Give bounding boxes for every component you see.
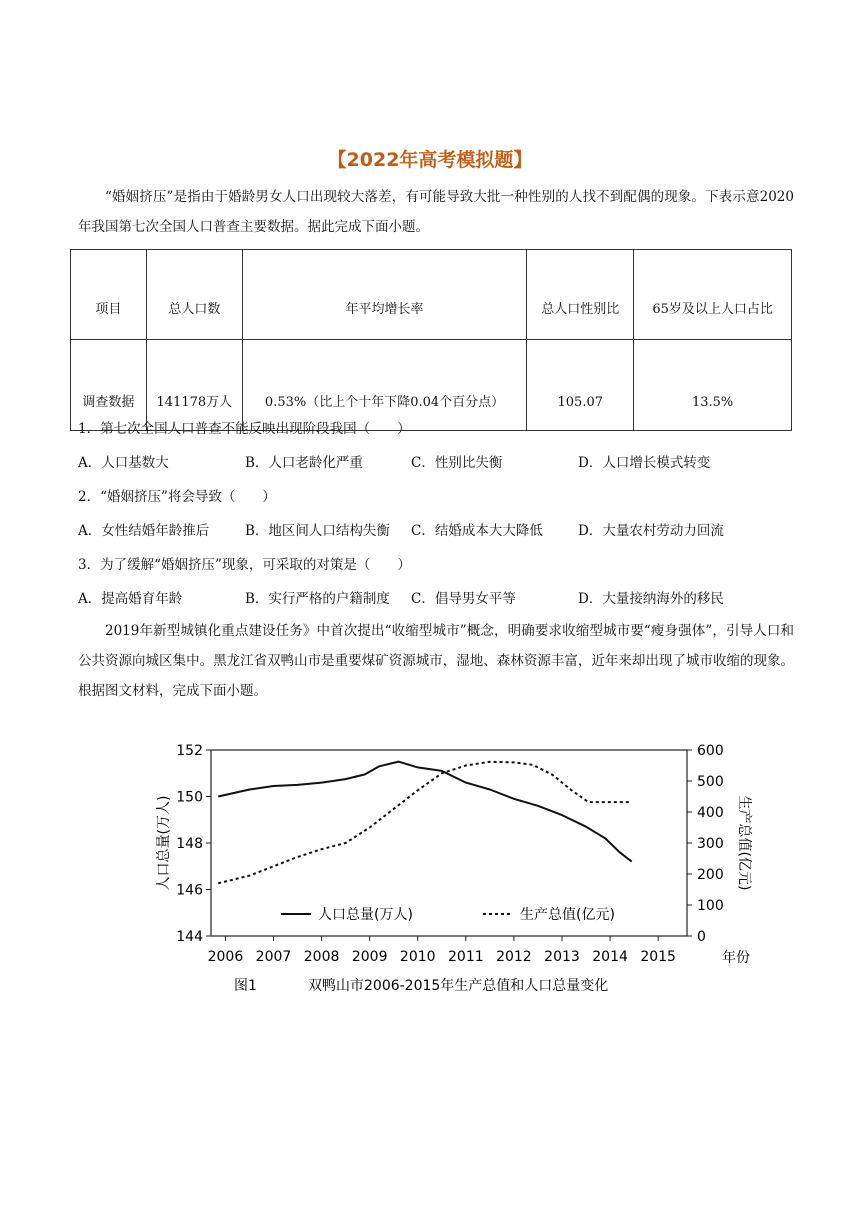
option-c[interactable]: C．结婚成本大大降低 xyxy=(411,523,543,539)
x-tick-label: 2006 xyxy=(207,949,244,965)
y-left-tick-label: 148 xyxy=(176,836,203,852)
question-1-stem: 1．第七次全国人口普查不能反映出现阶段我国（ ） xyxy=(78,421,411,437)
option-b[interactable]: B．实行严格的户籍制度 xyxy=(245,591,390,607)
option-c[interactable]: C．倡导男女平等 xyxy=(411,591,516,607)
y-left-tick-label: 150 xyxy=(176,789,203,806)
option-a[interactable]: A．女性结婚年龄推后 xyxy=(78,523,210,539)
y-right-tick-label: 0 xyxy=(697,929,706,945)
option-b[interactable]: B．人口老龄化严重 xyxy=(245,455,363,471)
population-gdp-chart xyxy=(140,735,780,1000)
x-tick-label: 2011 xyxy=(448,949,484,965)
option-d[interactable]: D．大量接纳海外的移民 xyxy=(578,591,724,607)
y-right-tick-label: 100 xyxy=(697,898,724,914)
y-left-tick-label: 152 xyxy=(176,743,203,759)
y-left-tick-label: 144 xyxy=(176,929,203,945)
table-header-row xyxy=(71,250,792,340)
table-header-cell: 总人口性别比 xyxy=(527,250,634,340)
x-tick-label: 2013 xyxy=(544,949,580,965)
x-tick-label: 2008 xyxy=(303,949,340,965)
table-cell: 105.07 xyxy=(527,340,634,431)
table-cell: 0.53%（比上个十年下降0.04个百分点） xyxy=(242,340,527,431)
passage-paragraph: 2019年新型城镇化重点建设任务》中首次提出“收缩型城市”概念，明确要求收缩型城市要“瘦身强体”，引导人口和公共资源向城区集中。黑龙江省双鸭山市是重要煤矿资源城市，湿地、森林资源丰富，近年来却出现了城市收缩的现象。根据图文材料，完成下面小题。 xyxy=(78,623,794,699)
table-header-cell: 项目 xyxy=(71,250,147,340)
y-axis-left-label: 人口总量(万人) xyxy=(156,795,172,891)
y-right-tick-label: 400 xyxy=(697,805,724,821)
y-right-tick-label: 200 xyxy=(697,867,724,883)
y-right-tick-label: 600 xyxy=(697,743,724,759)
intro-paragraph: “婚姻挤压”是指由于婚龄男女人口出现较大落差，有可能导致大批一种性别的人找不到配偶的现象。下表示意2020年我国第七次全国人口普查主要数据。据此完成下面小题。 xyxy=(78,189,794,235)
table-cell: 调查数据 xyxy=(71,340,147,431)
legend-label-population: 人口总量(万人) xyxy=(318,907,413,923)
option-a[interactable]: A．提高婚育年龄 xyxy=(78,591,183,607)
question-3-stem: 3．为了缓解“婚姻挤压”现象，可采取的对策是（ ） xyxy=(78,557,411,573)
plot-frame xyxy=(211,750,687,936)
x-tick-label: 2014 xyxy=(592,949,628,965)
page-title: 【2022年高考模拟题】 xyxy=(327,149,533,171)
legend-label-gdp: 生产总值(亿元) xyxy=(520,907,615,923)
gdp-series-line xyxy=(218,762,632,884)
question-2-stem: 2．“婚姻挤压”将会导致（ ） xyxy=(78,489,276,505)
population-series-line xyxy=(218,762,632,862)
option-c[interactable]: C．性别比失衡 xyxy=(411,455,503,471)
option-d[interactable]: D．人口增长模式转变 xyxy=(578,455,711,471)
figure-label: 图1 xyxy=(234,978,257,994)
x-tick-label: 2007 xyxy=(255,949,292,965)
table-header-cell: 总人口数 xyxy=(146,250,242,340)
census-table xyxy=(70,249,792,431)
option-d[interactable]: D．大量农村劳动力回流 xyxy=(578,523,724,539)
y-right-tick-label: 300 xyxy=(697,836,724,852)
x-axis-label: 年份 xyxy=(722,950,750,966)
y-right-tick-label: 500 xyxy=(697,774,724,790)
table-cell: 13.5% xyxy=(634,340,792,431)
table-cell: 141178万人 xyxy=(146,340,242,431)
x-tick-label: 2012 xyxy=(496,949,532,965)
x-tick-label: 2015 xyxy=(640,949,676,965)
chart-title: 双鸭山市2006-2015年生产总值和人口总量变化 xyxy=(308,978,609,994)
y-axis-right-label: 生产总值(亿元) xyxy=(736,795,752,891)
x-tick-label: 2009 xyxy=(351,949,388,965)
table-header-cell: 年平均增长率 xyxy=(242,250,527,340)
option-a[interactable]: A．人口基数大 xyxy=(78,455,169,471)
option-b[interactable]: B．地区间人口结构失衡 xyxy=(245,523,390,539)
table-header-cell: 65岁及以上人口占比 xyxy=(634,250,792,340)
x-tick-label: 2010 xyxy=(399,949,436,965)
y-left-tick-label: 146 xyxy=(176,882,203,899)
